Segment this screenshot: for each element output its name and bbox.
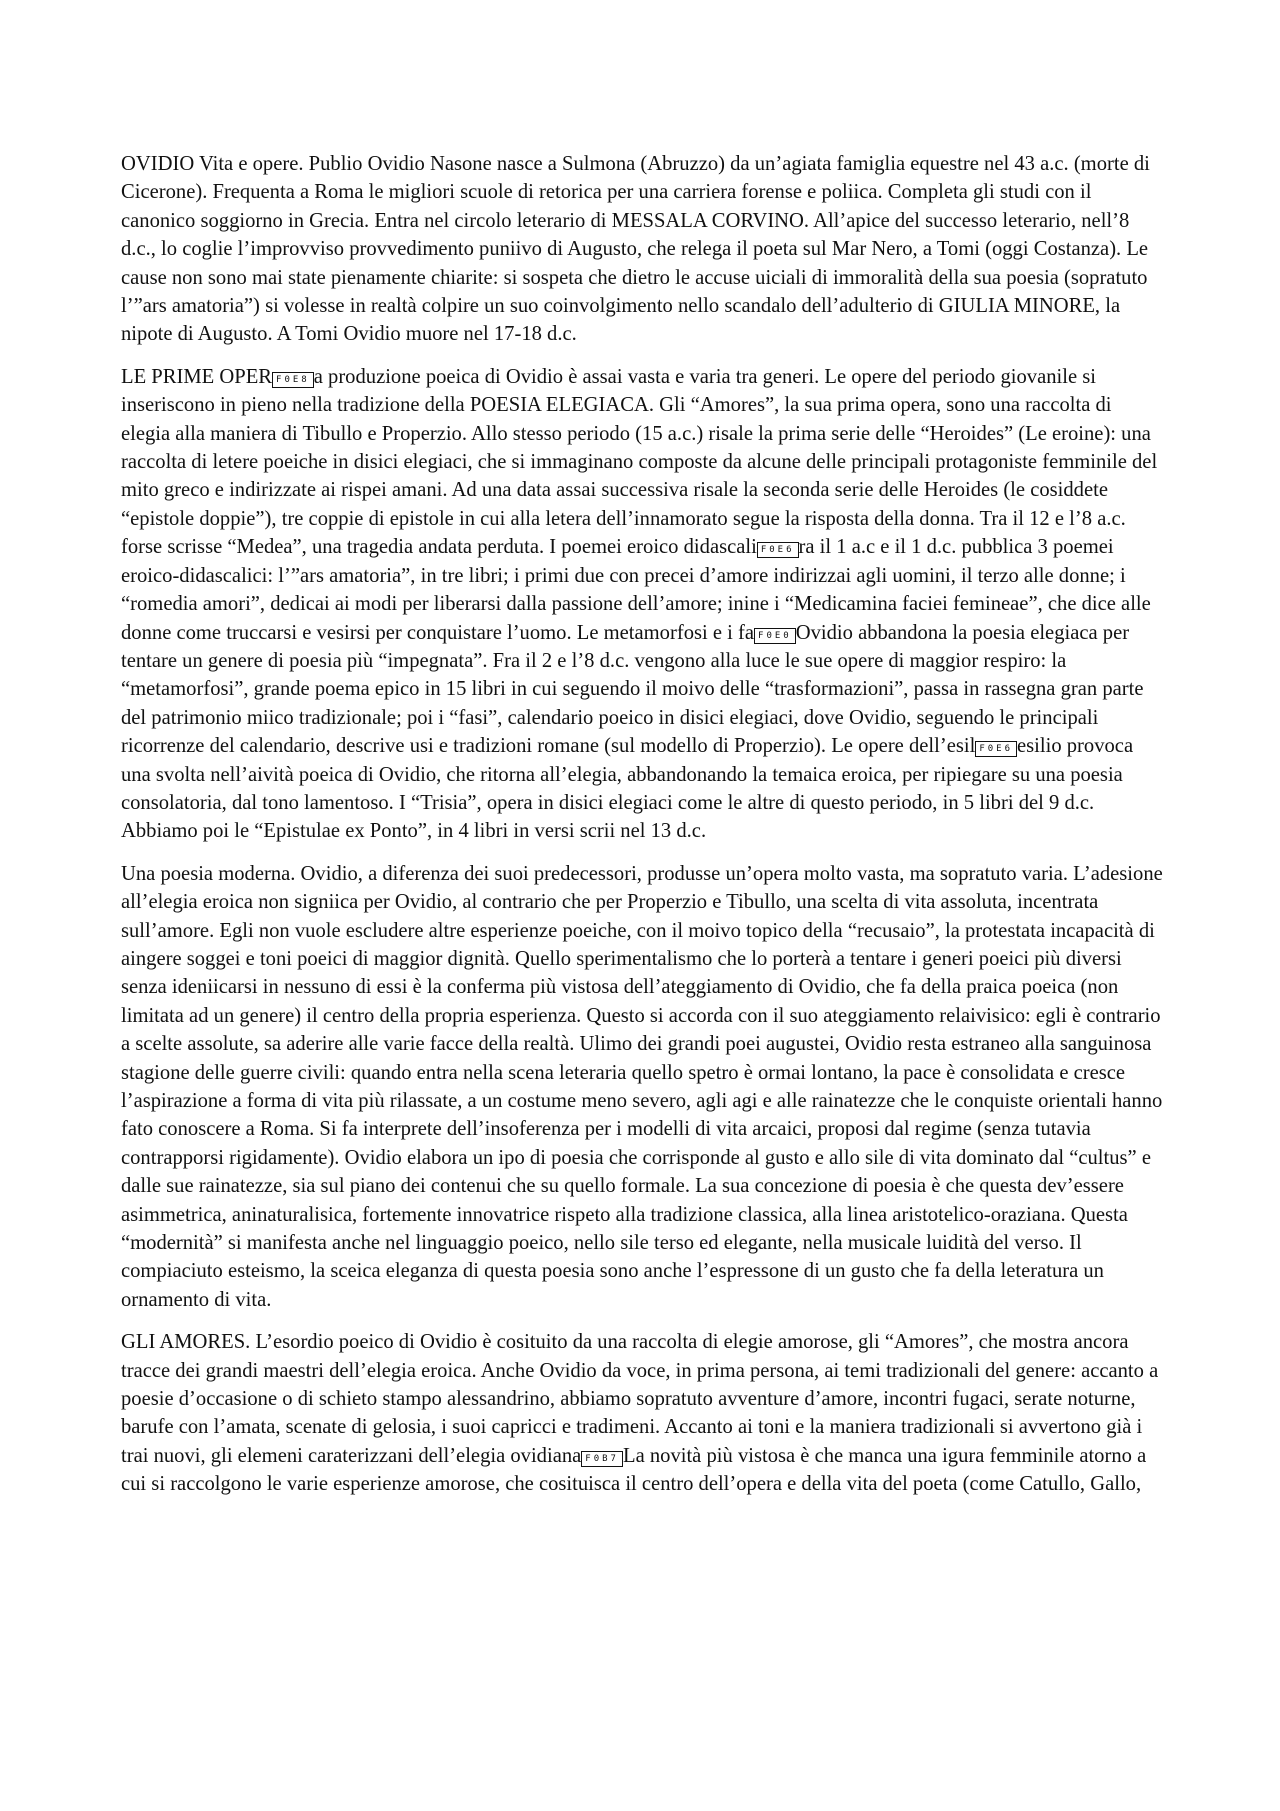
paragraph-vita-e-opere: [121, 150, 1165, 349]
text-run: a produzione poeica di Ovidio è assai vasta e varia tra generi. Le opere del periodo giovanile si inseriscono in pieno nella tradizione della POESIA ELEGIACA. Gli “Amores”, la sua prima opera, sono una raccolta di elegia alla maniera di Tibullo e Properzio. Allo stesso periodo (15 a.c.) risale la prima serie delle “Heroides” (Le eroine): una raccolta di letere poeiche in disici elegiaci, che si immaginano composte da alcune delle principali protagoniste femminile del mito greco e indirizzate ai rispei amani. Ad una data assai successiva risale la seconda serie delle Heroides (le cosiddete “epistole doppie”), tre coppie di epistole in cui alla letera dell’innamorato segue la risposta della donna. Tra il 12 e l’8 a.c. forse scrisse “Medea”, una tragedia andata perduta. I poemei eroico didascali: [121, 365, 1158, 559]
text-run: La novità più vistosa è che manca una igura femminile atorno a cui si raccolgono le varie esperienze amorose, che cosituisca il centro dell’opera e della vita del poeta (come Catullo, Gallo,: [121, 1444, 1147, 1496]
missing-glyph-icon: F0B7: [581, 1451, 623, 1467]
missing-glyph-icon: F0E8: [272, 372, 314, 388]
paragraph-le-prime-opere: [121, 363, 1165, 846]
text-run: Una poesia moderna. Ovidio, a diferenza dei suoi predecessori, produsse un’opera molto vasta, ma sopratuto varia. L’adesione all’elegia eroica non signiica per Ovidio, al contrario che per Properzio e Tibullo, una scelta di vita assoluta, incentrata sull’amore. Egli non vuole escludere altre esperienze poeiche, con il moivo topico della “recusaio”, la protestata incapacità di aingere soggei e toni poeici di maggior dignità. Quello sperimentalismo che lo porterà a tentare i generi poeici più diversi senza ideniicarsi in nessuno di essi è la conferma più vistosa dell’ateggiamento di Ovidio, che fa della praica poeica (non limitata ad un genere) il centro della propria esperienza. Questo si accorda con il suo ateggiamento relaivisico: egli è contrario a scelte assolute, sa aderire alle varie facce della realtà. Ulimo dei grandi poei augustei, Ovidio resta estraneo alla sanguinosa stagione delle guerre civili: quando entra nella scena leteraria quello spetro è ormai lontano, la pace è consolidata e cresce l’aspirazione a forma di vita più rilassate, a un costume meno severo, agli agi e alle rainatezze che le conquiste orientali hanno fato conoscere a Roma. Si fa interprete dell’insoferenza per i modelli di vita arcaici, proposi dal regime (senza tutavia contrapporsi rigidamente). Ovidio elabora un ipo di poesia che corrisponde al gusto e allo sile di vita dominato dal “cultus” e dalle sue rainatezze, sia sul piano dei contenui che su quello formale. La sua concezione di poesia è che questa dev’essere asimmetrica, aninaturalisica, fortemente innovatrice rispeto alla tradizione classica, alla linea aristotelico-oraziana. Questa “modernità” si manifesta anche nel linguaggio poeico, nello sile terso ed elegante, nella musicale luidità del verso. Il compiaciuto esteismo, la sceica eleganza di questa poesia sono anche l’espressone di un gusto che fa della leteratura un ornamento di vita.: [121, 862, 1163, 1311]
missing-glyph-icon: F0E6: [757, 542, 799, 558]
paragraph-poesia-moderna: [121, 860, 1165, 1315]
text-run: GLI AMORES. L’esordio poeico di Ovidio è cosituito da una raccolta di elegie amorose, gli “Amores”, che mostra ancora tracce dei grandi maestri dell’elegia eroica. Anche Ovidio da voce, in prima persona, ai temi tradizionali del genere: accanto a poesie d’occasione o di schieto stampo alessandrino, abbiamo sopratuto avventure d’amore, incontri fugaci, serate noturne, barufe con l’amata, scenate di gelosia, i suoi capricci e tradimeni. Accanto ai toni e la maniera tradizionali si avvertono già i trai nuovi, gli elemeni caraterizzani dell’elegia ovidiana: [121, 1331, 1159, 1467]
text-run: LE PRIME OPER: [121, 365, 273, 388]
text-run: Ovidio abbandona la poesia elegiaca per tentare un genere di poesia più “impegnata”. Fra il 2 e l’8 d.c. vengono alla luce le sue opere di maggior respiro: la “metamorfosi”, grande poema epico in 15 libri in cui seguendo il moivo delle “trasformazioni”, passa in rassegna gran parte del patrimonio miico tradizionale; poi i “fasi”, calendario poeico in disici elegiaci, dove Ovidio, seguendo le principali ricorrenze del calendario, descrive usi e tradizioni romane (sul modello di Properzio). Le opere dell’esil: [121, 621, 1144, 758]
missing-glyph-icon: F0E0: [754, 628, 796, 644]
text-run: esilio provoca una svolta nell’aività poeica di Ovidio, che ritorna all’elegia, abbandonando la temaica eroica, per ripiegare su una poesia consolatoria, dal tono lamentoso. I “Trisia”, opera in disici elegiaci come le altre di questo periodo, in 5 libri del 9 d.c. Abbiamo poi le “Epistulae ex Ponto”, in 4 libri in versi scrii nel 13 d.c.: [121, 735, 1134, 843]
text-run: ra il 1 a.c e il 1 d.c. pubblica 3 poemei eroico-didascalici: l’”ars amatoria”, in tre libri; i primi due con precei d’amore indirizzai agli uomini, il terzo alle donne; i “romedia amori”, dedicai ai modi per liberarsi dalla passione dell’amore; inine i “Medicamina faciei femineae”, che dice alle donne come truccarsi e vesirsi per conquistare l’uomo. Le metamorfosi e i fa: [121, 536, 1151, 644]
document-body: [121, 150, 1165, 1513]
missing-glyph-icon: F0E6: [975, 741, 1017, 757]
text-run: OVIDIO Vita e opere. Publio Ovidio Nasone nasce a Sulmona (Abruzzo) da un’agiata famiglia equestre nel 43 a.c. (morte di Cicerone). Frequenta a Roma le migliori scuole di retorica per una carriera forense e poliica. Completa gli studi con il canonico soggiorno in Grecia. Entra nel circolo leterario di MESSALA CORVINO. All’apice del successo leterario, nell’8 d.c., lo coglie l’improvviso provvedimento puniivo di Augusto, che relega il poeta sul Mar Nero, a Tomi (oggi Costanza). Le cause non sono mai state pienamente chiarite: si sospeta che dietro le accuse uiciali di immoralità della sua poesia (sopratuto l’”ars amatoria”) si volesse in realtà colpire un suo coinvolgimento nello scandalo dell’adulterio di GIULIA MINORE, la nipote di Augusto. A Tomi Ovidio muore nel 17-18 d.c.: [121, 153, 1150, 346]
paragraph-gli-amores: [121, 1328, 1165, 1498]
